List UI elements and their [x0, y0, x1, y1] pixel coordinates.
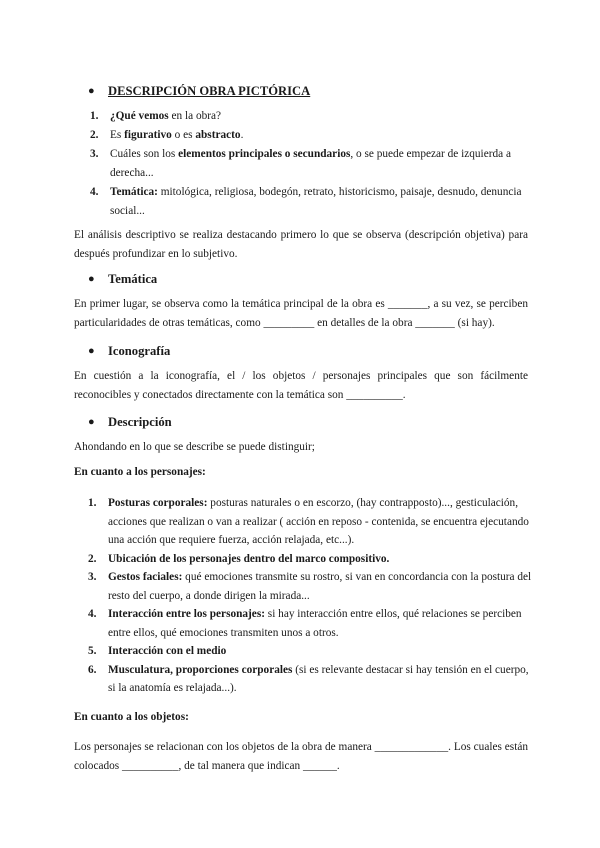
list-number: 3. [88, 571, 97, 583]
bullet-icon: ● [88, 273, 95, 285]
section-title: Descripción [108, 415, 172, 429]
list-item [90, 145, 530, 183]
list-item [90, 126, 530, 145]
list-item [90, 107, 530, 126]
section-title: DESCRIPCIÓN OBRA PICTÓRICA [108, 84, 311, 98]
list-item [88, 550, 532, 569]
objetos-paragraph: Los personajes se relacionan con los objetos de la obra de manera _____________. Los cuales están colocados __________, de tal manera que indican ______. [74, 741, 528, 772]
bullet-icon: ● [88, 85, 95, 97]
list-item-bold: Musculatura, proporciones corporales [108, 663, 293, 676]
personajes-list [88, 494, 532, 698]
intro-paragraph: El análisis descriptivo se realiza destacando primero lo que se observa (descripción objetiva) para después profundizar en lo subjetivo. [74, 229, 528, 260]
section-title: Temática [108, 272, 158, 286]
list-item-text: si hay interacción entre ellos, qué relaciones se perciben entre ellos, qué emociones transmiten unos a otros. [108, 608, 522, 639]
list-number: 3. [90, 148, 99, 160]
iconografia-paragraph: En cuestión a la iconografía, el / los objetos / personajes principales que son fácilmente reconocibles y conectados directamente con la temática son __________. [74, 370, 528, 401]
list-item-text: qué emociones transmite su rostro, si van en concordancia con la postura del resto del cuerpo, a donde dirigen la mirada... [108, 571, 532, 602]
list-item-text: Cuáles son los [110, 148, 179, 160]
list-item-bold: Interacción con el medio [108, 645, 227, 657]
section-title: Iconografía [108, 344, 171, 358]
list-number: 1. [90, 110, 99, 122]
list-item-text: posturas naturales o en escorzo, (hay contrapposto)..., gesticulación, acciones que realizan o van a realizar ( acción en reposo - contenida, se encuentra ejecutando una acción que requiere fuerza, acción relajada, etc...). [108, 497, 529, 546]
list-item [88, 568, 532, 605]
bullet-icon: ● [88, 345, 95, 357]
list-item-bold: elementos principales o secundarios [178, 148, 351, 160]
list-item [88, 605, 532, 642]
list-item-bold: figurativo [124, 129, 172, 141]
list-item-text: o es [171, 129, 196, 141]
list-item [88, 661, 532, 698]
list-number: 4. [90, 186, 99, 198]
bullet-icon: ● [88, 416, 95, 428]
list-item [88, 642, 532, 661]
list-item-text: en la obra? [168, 110, 222, 122]
list-number: 4. [88, 608, 97, 620]
list-number: 6. [88, 663, 97, 676]
list-item-text: mitológica, religiosa, bodegón, retrato, historicismo, paisaje, desnudo, denuncia social... [110, 186, 522, 217]
list-item-bold: Gestos faciales: [108, 571, 183, 583]
list-item [90, 183, 530, 221]
list-item [88, 494, 532, 550]
subheading-objetos: En cuanto a los objetos: [74, 711, 189, 723]
list-number: 2. [88, 552, 97, 565]
list-number: 1. [88, 497, 97, 509]
descripcion-paragraph: Ahondando en lo que se describe se puede distinguir; [74, 441, 315, 453]
list-item-text: , o se puede empezar de izquierda a derecha... [110, 148, 511, 179]
list-item-bold: ¿Qué vemos [110, 110, 169, 122]
subheading-personajes: En cuanto a los personajes: [74, 466, 206, 478]
list-item-text: (si es relevante destacar si hay tensión en el cuerpo, si la anatomía es relajada...). [108, 663, 529, 694]
list-item-bold: Posturas corporales: [108, 497, 208, 509]
list-item-bold: Ubicación de los personajes dentro del marco compositivo. [108, 552, 390, 565]
list-item-bold: Temática: [110, 186, 158, 198]
list-item-bold: Interacción entre los personajes: [108, 608, 265, 620]
tematica-paragraph: En primer lugar, se observa como la temática principal de la obra es _______, a su vez, se perciben particularidades de otras temáticas, como _________ en detalles de la obra _______ (si hay). [74, 298, 528, 329]
list-item-bold: abstracto [195, 129, 241, 141]
list-number: 2. [90, 129, 99, 141]
list-number: 5. [88, 645, 97, 657]
list-item-text: Es [110, 129, 125, 141]
list-item-text: . [240, 129, 244, 141]
intro-list [90, 107, 530, 221]
